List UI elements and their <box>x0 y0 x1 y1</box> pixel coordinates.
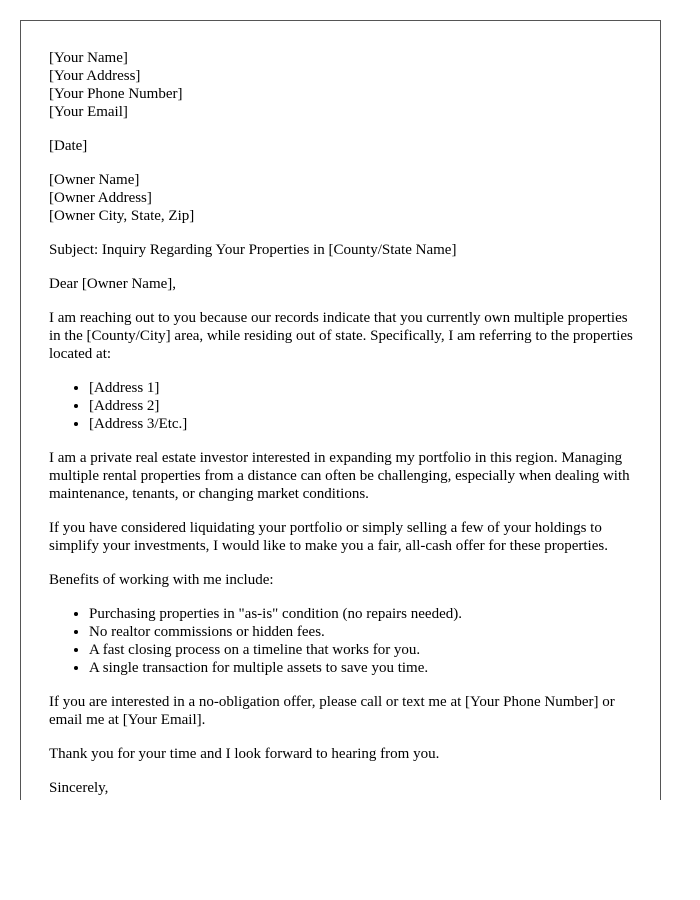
letter-content <box>49 49 639 800</box>
closing-paragraph: Thank you for your time and I look forward to hearing from you. <box>49 746 440 762</box>
benefit-item: • No realtor commissions or hidden fees. <box>89 623 639 641</box>
recipient-city-state-zip: [Owner City, State, Zip] <box>49 208 195 224</box>
intro-paragraph: I am reaching out to you because our records indicate that you currently own multiple properties in the [County/City] area, while residing out of state. Specifically, I am referring to the properties located at: <box>49 310 633 362</box>
signoff: Sincerely, <box>49 780 109 796</box>
benefit-item: • Purchasing properties in "as-is" condition (no repairs needed). <box>89 605 639 623</box>
sender-name: [Your Name] <box>49 50 128 66</box>
salutation: Dear [Owner Name], <box>49 276 177 292</box>
address-item: • [Address 3/Etc.] <box>89 415 639 433</box>
offer-paragraph: If you have considered liquidating your portfolio or simply selling a few of your holdings to simplify your investments, I would like to make you a fair, all-cash offer for these properties. <box>49 520 608 554</box>
recipient-address: [Owner Address] <box>49 190 152 206</box>
benefits-list <box>49 605 639 677</box>
date-block <box>49 137 639 155</box>
subject-line: Subject: Inquiry Regarding Your Properties in [County/State Name] <box>49 242 457 258</box>
investor-paragraph: I am a private real estate investor interested in expanding my portfolio in this region. Managing multiple rental properties from a distance can often be challenging, especially when dealing with maintenance, tenants, or changing market conditions. <box>49 450 630 502</box>
benefits-intro: Benefits of working with me include: <box>49 572 274 588</box>
benefit-item: • A fast closing process on a timeline that works for you. <box>89 641 639 659</box>
sender-email: [Your Email] <box>49 104 128 120</box>
recipient-name: [Owner Name] <box>49 172 140 188</box>
benefit-item: • A single transaction for multiple assets to save you time. <box>89 659 639 677</box>
address-item: • [Address 1] <box>89 379 639 397</box>
sender-phone: [Your Phone Number] <box>49 86 183 102</box>
address-list <box>49 379 639 433</box>
contact-paragraph: If you are interested in a no-obligation offer, please call or text me at [Your Phone Number] or email me at [Your Email]. <box>49 694 615 728</box>
letter-date: [Date] <box>49 138 88 154</box>
recipient-block <box>49 171 639 225</box>
sender-block <box>49 49 639 121</box>
letter-page <box>20 20 661 800</box>
address-item: • [Address 2] <box>89 397 639 415</box>
sender-address: [Your Address] <box>49 68 141 84</box>
